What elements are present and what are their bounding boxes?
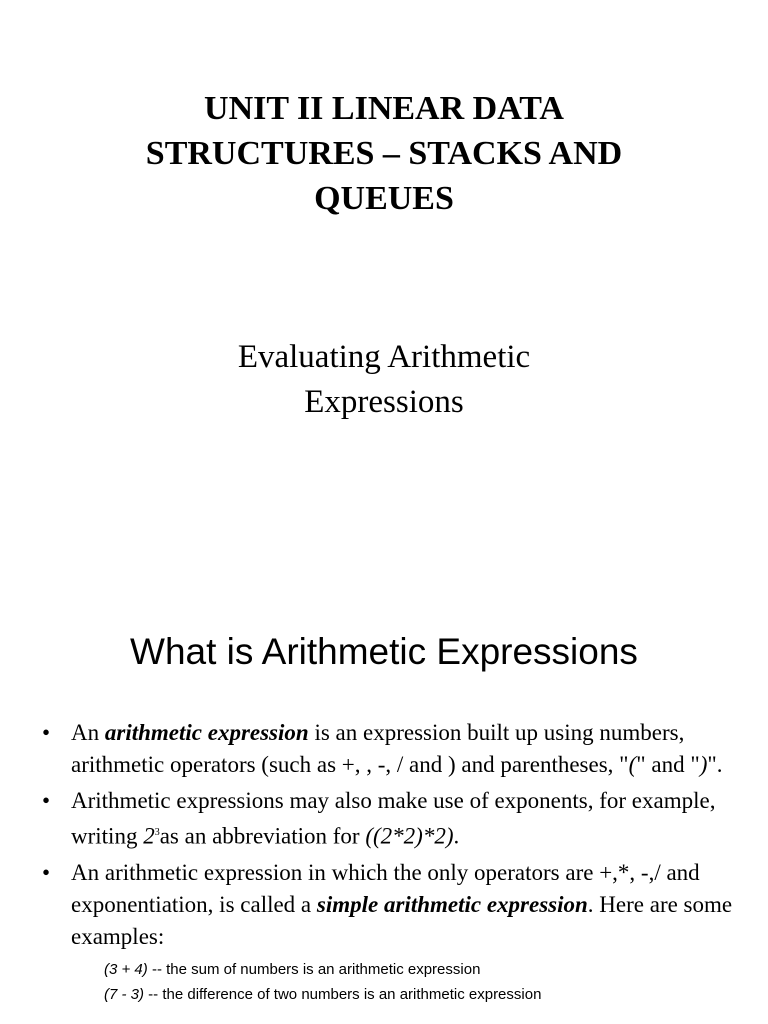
title-line: STRUCTURES – STACKS AND [145,135,623,172]
title-line: QUEUES [314,180,454,217]
bullet-text: " and " [636,752,700,777]
bullet-item [0,717,768,781]
slide-subtitle [0,335,768,425]
bullet-item [0,785,768,853]
bullet-emphasis: ( [628,752,637,777]
example-line [0,957,768,982]
bullet-text: . [453,823,460,849]
title-line: UNIT II LINEAR DATA [204,90,564,127]
bullet-dot-icon: • [42,859,51,885]
slide-title [0,86,768,221]
subtitle-line: Evaluating Arithmetic [237,339,531,375]
bullet-dot-icon: • [42,788,51,813]
bullet-text: is an expression built up using numbers, arithmetic operators (such as +, , -, / and ) and parentheses, " [71,720,685,777]
bullet-item [0,857,768,953]
example-description: -- the sum of numbers is an arithmetic expression [147,960,481,978]
bullet-text: An arithmetic expression in which the only operators are +,*, -,/ and exponentiation, is called a [71,859,700,917]
bullet-dot-icon: • [42,720,51,745]
bullet-text: An [71,720,105,745]
bullet-emphasis: ((2*2)*2) [365,823,454,849]
slide-2 [0,590,768,1024]
bullet-text: . Here are some examples: [71,891,733,949]
bullet-text: as an abbreviation for [159,823,366,849]
subtitle-line: Expressions [304,384,464,420]
example-description: -- the difference of two numbers is an arithmetic expression [144,985,542,1003]
bullet-text: ". [707,752,723,777]
bullet-text: Arithmetic expressions may also make use of exponents, for example, writing [71,788,716,849]
example-line [0,982,768,1007]
bullet-emphasis: simple arithmetic expression [316,891,588,917]
bullet-emphasis: ) [699,752,708,777]
bullet-emphasis: 2 [143,823,155,849]
example-expression: (7 - 3) [104,985,145,1003]
slide-title: What is Arithmetic Expressions [130,631,638,672]
bullet-emphasis: arithmetic expression [104,720,309,745]
example-expression: (3 + 4) [104,960,148,978]
exponent: 3 [154,827,160,838]
bullet-list [0,717,768,1007]
